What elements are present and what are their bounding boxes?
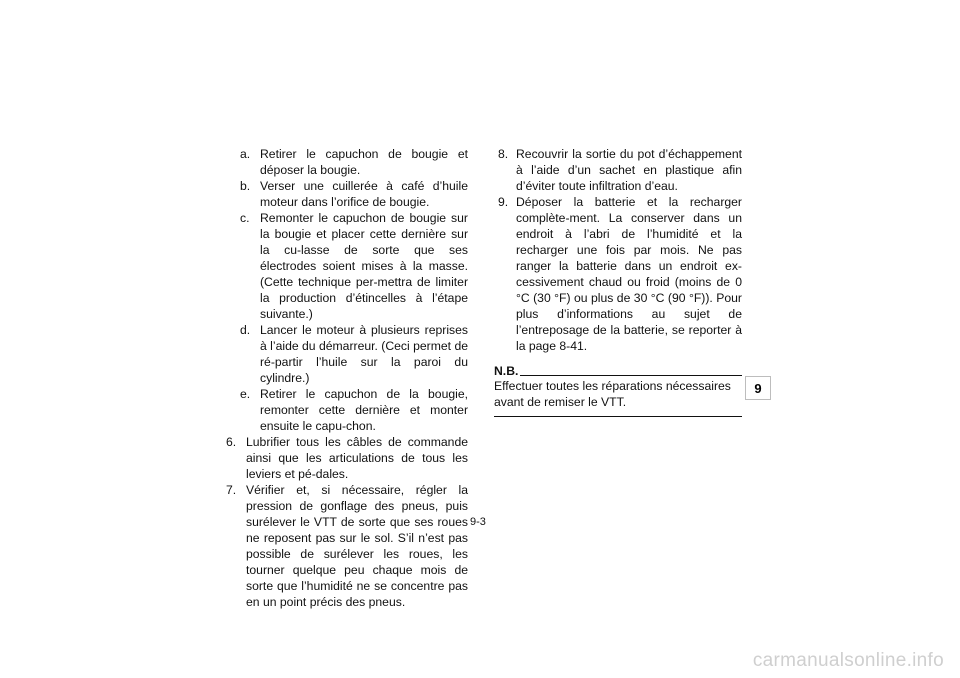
list-item [494,146,742,194]
note-text: Effectuer toutes les réparations nécessaires avant de remiser le VTT. [494,378,742,417]
list-marker: a. [240,147,251,161]
list-item-text: Lancer le moteur à plusieurs reprises à l’aide du démarreur. (Ceci permet de ré-partir l’huile sur la paroi du cylindre.) [260,323,468,385]
list-item [226,178,468,210]
list-item-text: Déposer la batterie et la recharger complète-ment. La conserver dans un endroit à l’abri de l’humidité et la recharger une fois par mois. Ne pas ranger la batterie dans un endroit ex-cessivement chaud ou froid (moins de 0 °C (30 °F) ou plus de 30 °C (90 °F)). Pour plus d’informations au sujet de l’entreposage de la batterie, se reporter à la page 8-41. [516,195,742,353]
list-marker: 6. [226,435,237,449]
list-item [226,322,468,386]
list-item [226,434,468,482]
note-divider [520,375,742,376]
list-marker: b. [240,179,251,193]
list-item [494,194,742,354]
list-marker: c. [240,211,250,225]
list-item [226,386,468,434]
list-item-text: Lubrifier tous les câbles de commande ainsi que les articulations de tous les leviers et pé-dales. [246,435,468,481]
list-item [226,146,468,178]
list-item [226,210,468,322]
left-column [226,146,468,610]
chapter-tab: 9 [745,376,771,400]
list-marker: d. [240,323,251,337]
note-heading: N.B. [494,364,519,378]
list-item-text: Vérifier et, si nécessaire, régler la pression de gonflage des pneus, puis surélever le VTT de sorte que ses roues ne reposent pas sur le sol. S’il n’est pas possible de surélever les roues, les tourner quelque peu chaque mois de sorte que l’humidité ne se concentre pas en un point précis des pneus. [246,483,468,609]
page-number: 9-3 [470,516,486,528]
list-item-text: Remonter le capuchon de bougie sur la bougie et placer cette dernière sur la cu-lasse de sorte que ses électrodes soient mises à la masse. (Cette technique per-mettra de limiter la production d’étincelles à l’étape suivante.) [260,211,468,321]
list-item-text: Retirer le capuchon de la bougie, remonter cette dernière et monter ensuite le capu-chon. [260,387,468,433]
list-item [226,482,468,610]
list-marker: e. [240,387,251,401]
note-header [494,364,742,378]
list-marker: 9. [498,195,509,209]
list-item-text: Verser une cuillerée à café d’huile moteur dans l’orifice de bougie. [260,179,468,209]
list-item-text: Retirer le capuchon de bougie et déposer la bougie. [260,147,468,177]
right-column [494,146,742,417]
note-box [494,364,742,417]
list-marker: 7. [226,483,237,497]
list-marker: 8. [498,147,509,161]
watermark: carmanualsonline.info [752,650,944,671]
list-item-text: Recouvrir la sortie du pot d’échappement à l’aide d’un sachet en plastique afin d’éviter toute infiltration d’eau. [516,147,742,193]
